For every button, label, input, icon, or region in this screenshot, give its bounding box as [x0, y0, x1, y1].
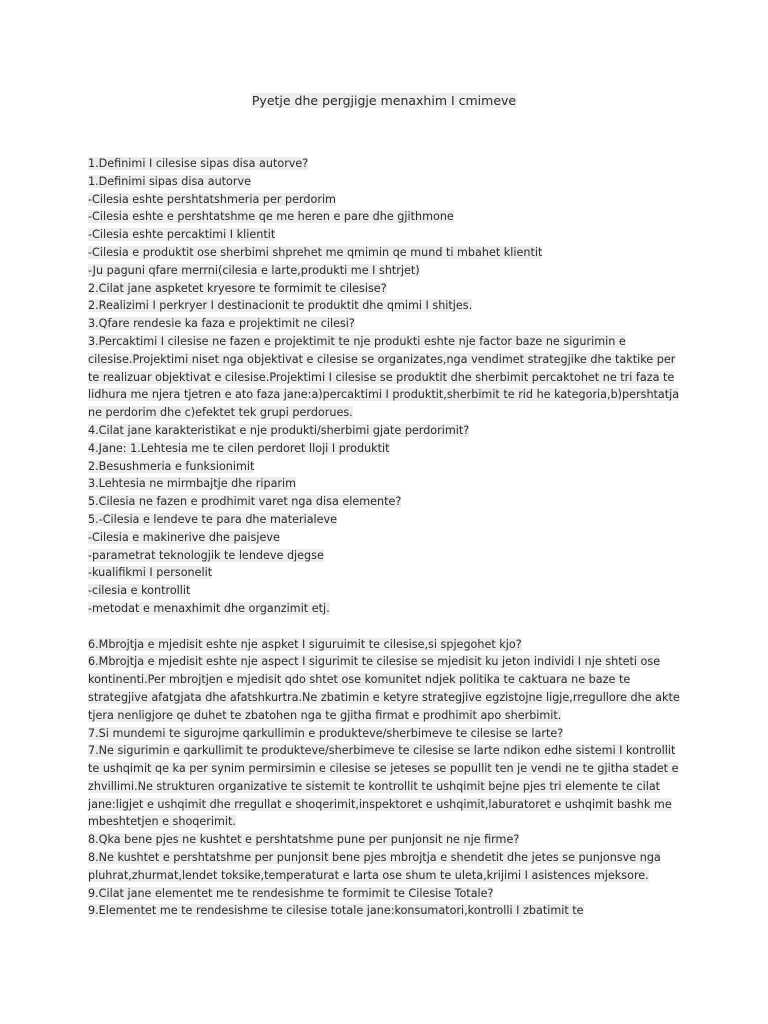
paragraph: 5.-Cilesia e lendeve te para dhe materialeve — [88, 512, 338, 526]
paragraph: 9.Cilat jane elementet me te rendesishme te formimit te Cilesise Totale? — [88, 886, 494, 900]
paragraph: 3.Percaktimi I cilesise ne fazen e projektimit te nje produkti eshte nje factor baze ne sigurimin e cilesise.Projektimi niset nga objektivat e cilesise se organizates,nga vendimet strategjike dhe taktike per te realizuar objektivat e cilesise.Projektimi I cilesise se produktit dhe sherbimit percaktohet ne tri faza te lidhura me njera tjetren e ato faza jane:a)percaktimi I produktit,sherbimit te rid he kategoria,b)pershtatja ne perdorim dhe c)efektet tek grupi perdorues. — [88, 334, 680, 420]
document-body — [88, 155, 688, 920]
paragraph: 2.Besushmeria e funksionimit — [88, 459, 255, 473]
paragraph: -Cilesia eshte e pershtatshme qe me heren e pare dhe gjithmone — [88, 210, 454, 224]
paragraph-gap — [88, 618, 688, 636]
paragraph: 4.Cilat jane karakteristikat e nje produkti/sherbimi gjate perdorimit? — [88, 423, 470, 437]
paragraph: 2.Realizimi I perkryer I destinacionit te produktit dhe qmimi I shitjes. — [88, 299, 473, 313]
paragraph: 8.Ne kushtet e pershtatshme per punjonsit bene pjes mbrojtja e shendetit dhe jetes se punjonsve nga pluhrat,zhurmat,lendet toksike,temperaturat e larta ose shum te uleta,krijimi I asistences mjeksore. — [88, 851, 661, 882]
paragraph: -Cilesia e produktit ose sherbimi shprehet me qmimin qe mund ti mbahet klientit — [88, 245, 543, 259]
paragraph: 4.Jane: 1.Lehtesia me te cilen perdoret lloji I produktit — [88, 441, 390, 455]
paragraph: 8.Qka bene pjes ne kushtet e pershtatshme pune per punjonsit ne nje firme? — [88, 833, 520, 847]
paragraph: 7.Si mundemi te sigurojme qarkullimin e produkteve/sherbimeve te cilesise se larte? — [88, 726, 564, 740]
paragraph: -parametrat teknologjik te lendeve djegse — [88, 548, 324, 562]
paragraph: -metodat e menaxhimit dhe organzimit etj. — [88, 601, 330, 615]
paragraph: 9.Elementet me te rendesishme te cilesise totale jane:konsumatori,kontrolli I zbatimit te — [88, 904, 584, 918]
paragraph: 6.Mbrojtja e mjedisit eshte nje aspect I sigurimit te cilesise se mjedisit ku jeton individi I nje shteti ose kontinenti.Per mbrojtjen e mjedisit qdo shtet ose komunitet ndjek politika te caktuara ne baze te strategjive afatgjata dhe afatshkurtra.Ne zbatimin e ketyre strategjive egzistojne ligje,rregullore dhe akte tjera nenligjore qe duhet te zbatohen nga te gjitha firmat e prodhimit apo sherbimit. — [88, 655, 680, 722]
paragraph: -kualifikmi I personelit — [88, 566, 213, 580]
paragraph: 6.Mbrojtja e mjedisit eshte nje aspket I siguruimit te cilesise,si spjegohet kjo? — [88, 637, 522, 651]
paragraph: -Cilesia eshte pershtatshmeria per perdorim — [88, 192, 336, 206]
paragraph: 5.Cilesia ne fazen e prodhimit varet nga disa elemente? — [88, 495, 402, 509]
paragraph: -Cilesia e makinerive dhe paisjeve — [88, 530, 280, 544]
paragraph: 1.Definimi sipas disa autorve — [88, 174, 251, 188]
paragraph: -Ju paguni qfare merrni(cilesia e larte,produkti me I shtrjet) — [88, 263, 420, 277]
paragraph: 2.Cilat jane aspketet kryesore te formimit te cilesise? — [88, 281, 387, 295]
paragraph: -cilesia e kontrollit — [88, 584, 191, 598]
document-title: Pyetje dhe pergjigje menaxhim I cmimeve — [251, 93, 517, 108]
paragraph: 3.Qfare rendesie ka faza e projektimit ne cilesi? — [88, 317, 355, 331]
paragraph: 7.Ne sigurimin e qarkullimit te produkteve/sherbimeve te cilesise se larte ndikon edhe sistemi I kontrollit te ushqimit qe ka per synim permirsimin e cilesise se jeteses se popullit ten je vendi ne te gjitha stadet e zhvillimi.Ne strukturen organizative te sistemit te kontrollit te ushqimit bejne pjes tri elemente te cilat jane:ligjet e ushqimit dhe rregullat e shoqerimit,inspektoret e ushqimit,laburatoret e ushqimit bashk me mbeshtetjen e shoqerimit. — [88, 744, 679, 829]
paragraph: 1.Definimi I cilesise sipas disa autorve? — [88, 157, 309, 170]
paragraph: -Cilesia eshte percaktimi I klientit — [88, 228, 276, 242]
paragraph: 3.Lehtesia ne mirmbajtje dhe riparim — [88, 477, 297, 491]
